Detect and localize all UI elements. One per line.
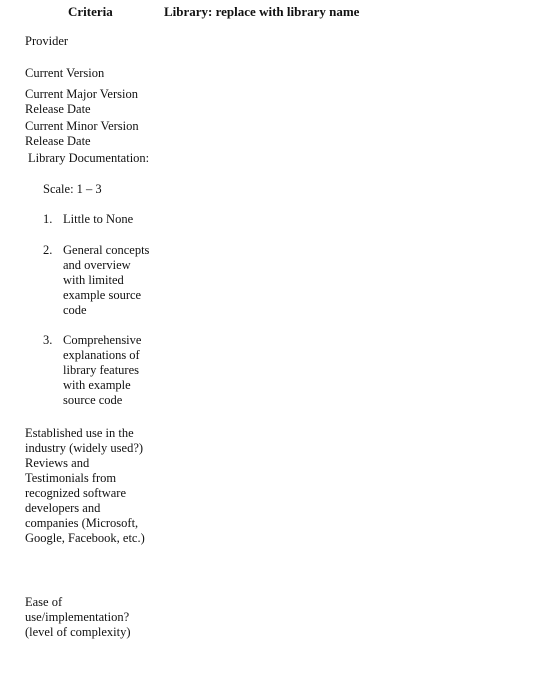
scale-item-text: [63, 333, 141, 408]
established-line: Testimonials from: [25, 471, 117, 485]
ease-line: use/implementation?: [25, 610, 130, 624]
scale-item-line: code: [63, 303, 87, 317]
minor-release-line: Current Minor Version: [25, 119, 139, 133]
established-line: Google, Facebook, etc.): [25, 531, 145, 545]
scale-item-number: 1.: [43, 212, 53, 226]
documentation-label: Library Documentation:: [28, 151, 150, 165]
scale-item-line: example source: [63, 288, 142, 302]
major-release-line: Current Major Version: [25, 87, 138, 101]
scale-item-line: with example: [63, 378, 131, 392]
scale-item-text: [63, 212, 133, 227]
scale-item-line: and overview: [63, 258, 131, 272]
scale-item-line: with limited: [63, 273, 124, 287]
ease-of-use-label: [25, 595, 131, 640]
major-release-label: [25, 87, 138, 117]
scale-item-line: Comprehensive: [63, 333, 142, 347]
scale-item-line: explanations of: [63, 348, 140, 362]
established-line: developers and: [25, 501, 101, 515]
minor-release-line: Release Date: [25, 134, 91, 148]
scale-item-line: Little to None: [63, 212, 134, 226]
scale-item-line: General concepts: [63, 243, 150, 257]
established-line: recognized software: [25, 486, 126, 500]
major-release-line: Release Date: [25, 102, 91, 116]
current-version-label: Current Version: [25, 66, 105, 80]
scale-label: Scale: 1 – 3: [43, 182, 102, 196]
ease-line: (level of complexity): [25, 625, 131, 639]
established-line: industry (widely used?): [25, 441, 144, 455]
scale-item-number: 2.: [43, 243, 53, 257]
library-header: Library: replace with library name: [164, 4, 360, 19]
ease-line: Ease of: [25, 595, 63, 609]
criteria-header: Criteria: [68, 4, 113, 19]
established-line: Established use in the: [25, 426, 134, 440]
established-line: Reviews and: [25, 456, 90, 470]
established-line: companies (Microsoft,: [25, 516, 139, 530]
scale-item-line: library features: [63, 363, 140, 377]
provider-label: Provider: [25, 34, 69, 48]
minor-release-label: [25, 119, 139, 149]
scale-item-line: source code: [63, 393, 123, 407]
scale-item-number: 3.: [43, 333, 53, 347]
established-use-label: [25, 426, 145, 546]
scale-item-text: [63, 243, 149, 318]
